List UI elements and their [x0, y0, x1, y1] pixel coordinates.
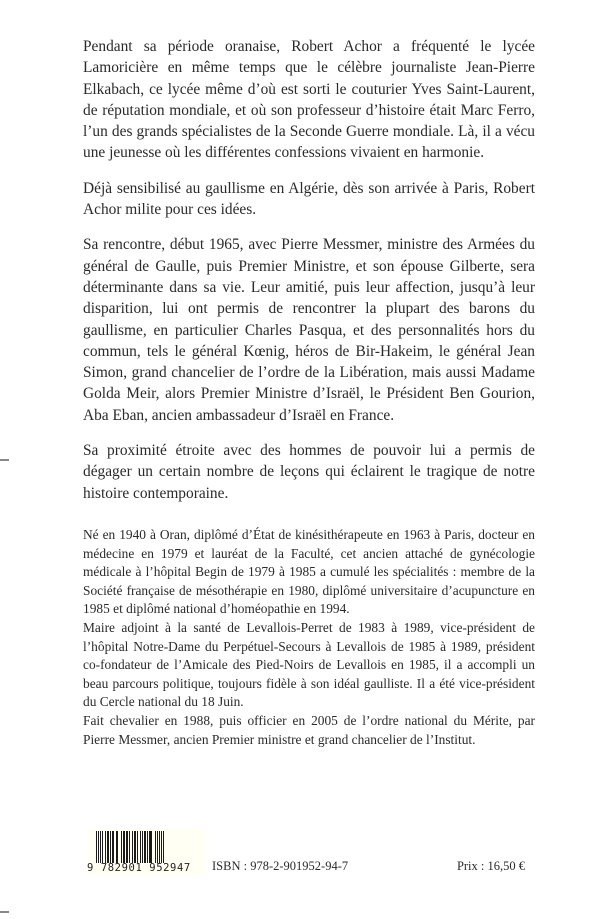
barcode-digits: 9 782901 952947 [87, 862, 191, 874]
barcode-bars [96, 831, 196, 863]
price-label: Prix : 16,50 € [456, 859, 525, 873]
isbn-number: ISBN : 978-2-901952-94-7 [212, 859, 349, 873]
bio-paragraph-2: Maire adjoint à la santé de Levallois-Perret de 1983 à 1989, vice-président de l’hôpital Notre-Dame du Perpétuel-Secours à Levallois de 1985 à 1989, président co-fondateur de l’Amicale des Pied-Noirs de Levallois en 1985, il a accompli un beau parcours politique, toujours fidèle à son idéal gaulliste. Il a été vice-président du Cercle national du 18 Juin. [83, 619, 535, 710]
summary-paragraph-4: Sa proximité étroite avec des hommes de pouvoir lui a permis de dégager un certain nombre de leçons qui éclairent le tragique de notre histoire contemporaine. [83, 442, 535, 502]
bio-paragraph-3: Fait chevalier en 1988, puis officier en 2005 de l’ordre national du Mérite, par Pierre Messmer, ancien Premier ministre et grand chancelier de l’Institut. [83, 712, 535, 747]
summary-paragraph-3: Sa rencontre, début 1965, avec Pierre Messmer, ministre des Armées du général de Gaulle, puis Premier Ministre, et son épouse Gilberte, sera déterminante dans sa vie. Leur amitié, puis leur affection, jusqu’à leur disparition, lui ont permis de rencontrer la plupart des barons du gaullisme, en particulier Charles Pasqua, et des personnalités hors du commun, tels le général Kœnig, héros de Bir-Hakeim, le général Jean Simon, grand chancelier de l’ordre de la Libération, mais aussi Madame Golda Meir, alors Premier Ministre d’Israël, le Président Ben Gourion, Aba Eban, ancien ambassadeur d’Israël en France. [83, 236, 535, 424]
summary-paragraph-1: Pendant sa période oranaise, Robert Achor a fréquenté le lycée Lamoricière en même temps que le célèbre journaliste Jean-Pierre Elkabach, ce lycée même d’où est sorti le couturier Yves Saint-Laurent, de réputation mondiale, et où son professeur d’histoire était Marc Ferro, l’un des grands spécialistes de la Seconde Guerre mondiale. Là, il a vécu une jeunesse où les différentes confessions vivaient en harmonie. [83, 38, 535, 162]
crop-mark-bottom [0, 911, 9, 913]
author-biography [83, 526, 535, 749]
crop-mark-middle [0, 459, 9, 461]
isbn-barcode [87, 829, 205, 875]
cover-footer [83, 829, 535, 879]
summary-text [83, 36, 535, 518]
summary-paragraph-2: Déjà sensibilisé au gaullisme en Algérie, dès son arrivée à Paris, Robert Achor milite pour ces idées. [83, 179, 535, 219]
bio-paragraph-1: Né en 1940 à Oran, diplômé d’État de kinésithérapeute en 1963 à Paris, docteur en médecine en 1979 et lauréat de la Faculté, cet ancien attaché de gynécologie médicale à l’hôpital Begin de 1979 à 1985 a cumulé les spécialités : membre de la Société française de mésothérapie en 1980, diplômé universitaire d’acupuncture en 1985 et diplômé national d’homéopathie en 1994. [83, 527, 535, 617]
